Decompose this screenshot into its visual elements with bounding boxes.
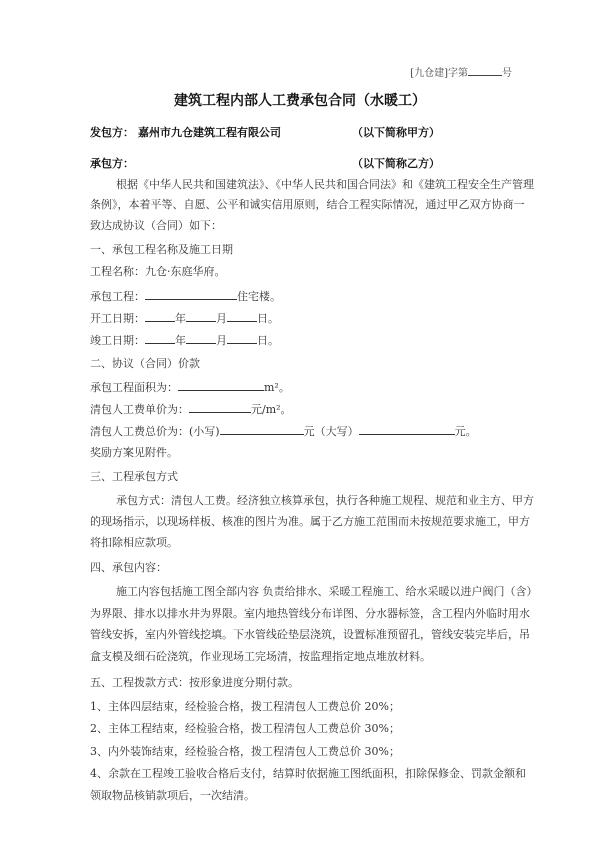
- preamble-line-2: 条例》，本着平等、自愿、公平和诚实信用原则，结合工程实际情况，通过甲乙双方协商一: [90, 198, 525, 211]
- unit-price-unit: 元/m²。: [251, 403, 292, 416]
- section-3-line-3: 将扣除相应款项。: [90, 536, 178, 549]
- end-month-blank: [186, 332, 216, 344]
- unit-price-row: [90, 401, 292, 417]
- payment-item: 3、内外装饰结束，经检验合格，拨工程清包人工费总价 30%；: [90, 745, 400, 758]
- area-label: 承包工程面积为：: [90, 381, 178, 394]
- unit-price-blank: [189, 401, 251, 413]
- section-3-line-1: 承包方式：清包人工费。经济独立核算承包，执行各种施工规程、规范和业主方、甲方: [116, 494, 534, 507]
- start-year-blank: [145, 310, 175, 322]
- section-3-line-2: 的现场指示，以现场样板、核准的图片为准。属于乙方施工范围而未按规范要求施工，甲方: [90, 515, 530, 528]
- section-5-heading: 五、工程拨款方式：按形象进度分期付款。: [90, 676, 299, 689]
- end-month-unit: 月: [216, 334, 227, 347]
- section-3-heading: 三、工程承包方式: [90, 470, 178, 483]
- doc-ref-suffix: 号: [502, 68, 512, 79]
- contract-project-suffix: 住宅楼。: [237, 290, 281, 303]
- document-reference-number: [410, 64, 512, 79]
- contract-project-label: 承包工程：: [90, 290, 145, 303]
- start-date-label: 开工日期：: [90, 312, 145, 325]
- start-day-unit: 日。: [257, 312, 279, 325]
- end-year-unit: 年: [175, 334, 186, 347]
- end-date-row: [90, 332, 279, 348]
- total-price-mid: 元（大写）: [303, 425, 359, 438]
- section-2-heading: 二、协议（合同）价款: [90, 357, 200, 370]
- start-year-unit: 年: [175, 312, 186, 325]
- section-4-line-1: 施工内容包括施工图全部内容 负责给排水、采暖工程施工、给水采暖以进户阀门（含）: [116, 585, 538, 598]
- end-year-blank: [145, 332, 175, 344]
- preamble-line-1: 根据《中华人民共和国建筑法》、《中华人民共和国合同法》和《建筑工程安全生产管理: [116, 178, 534, 191]
- total-price-label: 清包人工费总价为：(小写): [90, 425, 220, 438]
- start-month-blank: [186, 310, 216, 322]
- total-price-end: 元。: [454, 425, 477, 438]
- end-day-blank: [227, 332, 257, 344]
- start-month-unit: 月: [216, 312, 227, 325]
- party-a-label: 发包方：: [90, 126, 134, 139]
- party-a-note: （以下简称甲方）: [352, 126, 440, 139]
- end-day-unit: 日。: [257, 334, 279, 347]
- section-4-line-2: 为界限、排水以排水井为界限。室内地热管线分布详图、分水器标签，含工程内外临时用水: [90, 607, 530, 620]
- bonus-note: 奖励方案见附件。: [90, 446, 178, 459]
- section-1-heading: 一、承包工程名称及施工日期: [90, 243, 233, 256]
- project-name: 工程名称：九仓·东庭华府。: [90, 265, 226, 278]
- area-unit: m²。: [264, 381, 290, 394]
- end-date-label: 竣工日期：: [90, 334, 145, 347]
- payment-item-4-line-1: 4、余款在工程竣工验收合格后支付，结算时依据施工图纸面积，扣除保修金、罚款金额和: [90, 767, 526, 780]
- payment-item-4-line-2: 领取物品核销款项后，一次结清。: [90, 789, 255, 802]
- total-price-row: [90, 423, 477, 439]
- page-title: 建筑工程内部人工费承包合同（水暖工）: [174, 93, 426, 109]
- total-lower-blank: [220, 423, 304, 435]
- doc-ref-prefix: [九仓建]字第: [410, 68, 468, 79]
- contract-project-row: [90, 288, 281, 304]
- total-upper-blank: [359, 423, 455, 435]
- area-blank: [178, 379, 264, 391]
- contract-project-blank: [145, 288, 237, 300]
- area-row: [90, 379, 290, 395]
- party-b-note: （以下简称乙方）: [352, 157, 440, 170]
- party-a-name: 嘉州市九仓建筑工程有限公司: [138, 126, 281, 139]
- start-date-row: [90, 310, 279, 326]
- doc-ref-blank: [468, 66, 502, 76]
- payment-item: 1、主体四层结束，经检验合格，拨工程清包人工费总价 20%；: [90, 700, 400, 713]
- preamble-line-3: 致达成协议（合同）如下：: [90, 219, 222, 232]
- payment-item: 2、主体工程结束，经检验合格，拨工程清包人工费总价 30%；: [90, 722, 400, 735]
- party-b-label: 承包方：: [90, 157, 134, 170]
- section-4-line-4: 盒支模及细石砼浇筑，作业现场工完场清，按监理指定地点堆放材料。: [90, 650, 431, 663]
- section-4-heading: 四、承包内容：: [90, 561, 167, 574]
- unit-price-label: 清包人工费单价为：: [90, 403, 189, 416]
- section-4-line-3: 管线安拆，室内外管线挖填。下水管线砼垫层浇筑，设置标准预留孔，管线安装完毕后，吊: [90, 628, 530, 641]
- start-day-blank: [227, 310, 257, 322]
